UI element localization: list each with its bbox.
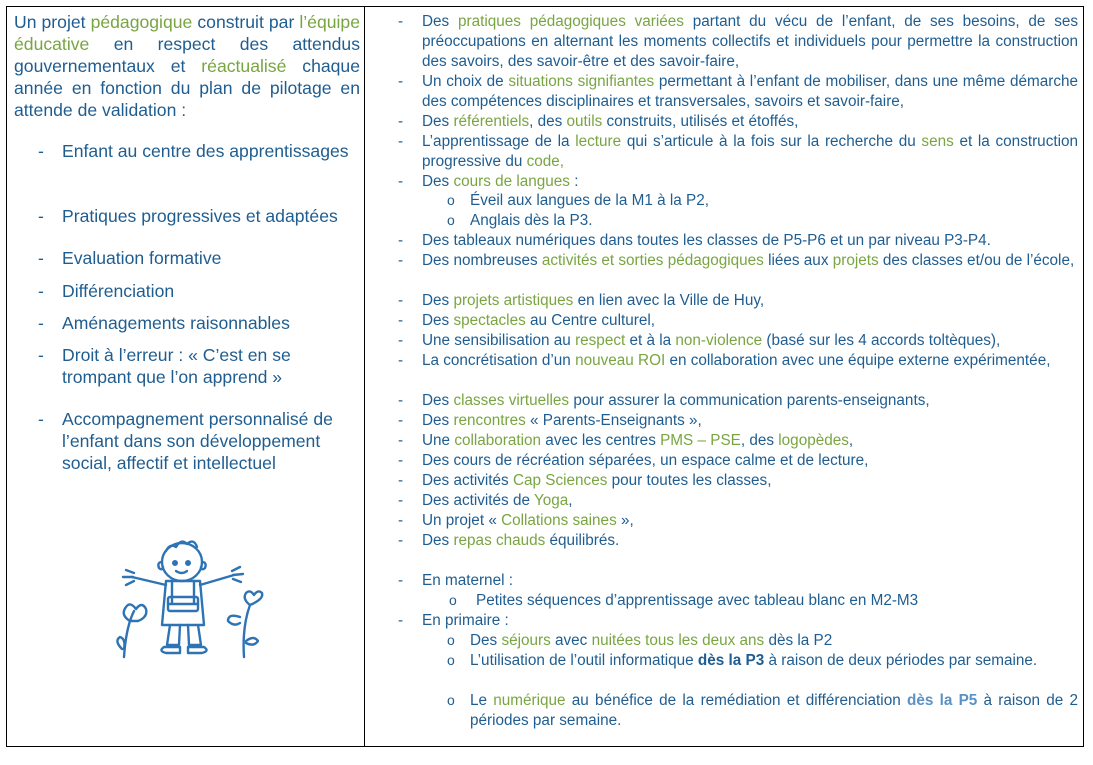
item-highlight: numérique xyxy=(493,692,566,709)
list-item xyxy=(422,251,1078,271)
list-dash: - xyxy=(398,113,404,130)
principle-item: Evaluation formative xyxy=(62,248,222,268)
list-dash: - xyxy=(38,313,44,333)
list-item xyxy=(422,511,1078,531)
item-text: L’apprentissage de la xyxy=(422,133,576,150)
item-text: Un choix de xyxy=(422,73,509,90)
item-highlight: nuitées tous les deux ans xyxy=(591,632,765,649)
item-highlight: lecture xyxy=(575,133,622,150)
item-text: , des xyxy=(740,432,779,449)
sub-bullet: o xyxy=(447,192,455,208)
list-dash: - xyxy=(398,332,404,349)
list-dash: - xyxy=(398,452,404,469)
item-highlight: collaboration xyxy=(454,432,542,449)
column-divider xyxy=(364,6,365,747)
item-text: L’utilisation de l’outil informatique xyxy=(470,652,698,669)
list-item xyxy=(422,411,1078,431)
principle-item: Pratiques progressives et adaptées xyxy=(62,206,338,226)
item-highlight: non-violence xyxy=(675,332,763,349)
item-text: des classes et/ou de l’école, xyxy=(878,252,1075,269)
sub-item xyxy=(470,691,1078,731)
list-dash: - xyxy=(398,572,404,589)
principle-item: Aménagements raisonnables xyxy=(62,313,290,333)
item-text: partant du vécu de l’enfant, de ses besoins, de ses préoccupations en alternant les moments collectifs et individuels pour permettre la construction des savoirs, des savoir-être et des savoir-faire, xyxy=(422,13,1079,70)
section-heading-maternel: En maternel : xyxy=(422,572,513,589)
item-text: permettant à l’enfant de mobiliser, dans une même démarche des compétences disciplinaires et transversales, savoirs et savoir-faire, xyxy=(422,73,1079,110)
item-highlight: Yoga xyxy=(533,492,569,509)
item-text: qui s’articule à la fois sur la recherche du xyxy=(621,133,922,150)
item-highlight: respect xyxy=(575,332,626,349)
item-highlight: Collations saines xyxy=(501,512,617,529)
item-highlight: cours de langues xyxy=(453,173,570,190)
list-dash: - xyxy=(398,352,404,369)
list-dash: - xyxy=(398,292,404,309)
item-text: Des xyxy=(422,312,454,329)
list-dash: - xyxy=(38,141,44,161)
list-item xyxy=(422,431,1078,451)
item-text: , des xyxy=(529,113,567,130)
list-item xyxy=(422,491,1078,511)
item-text: Des nombreuses xyxy=(422,252,542,269)
list-item: Des tableaux numériques dans toutes les classes de P5-P6 et un par niveau P3-P4. xyxy=(422,232,991,249)
section-heading-primaire: En primaire : xyxy=(422,612,509,629)
item-bold: dès la P5 xyxy=(906,692,978,709)
list-item xyxy=(422,132,1078,172)
list-dash: - xyxy=(398,173,404,190)
sub-item xyxy=(470,651,1078,671)
list-item xyxy=(422,172,1078,192)
intro-text: Un projet xyxy=(14,12,91,32)
list-dash: - xyxy=(398,133,404,150)
list-dash: - xyxy=(38,345,44,365)
item-text: : xyxy=(569,173,579,190)
list-dash: - xyxy=(398,392,404,409)
item-text: Des xyxy=(470,632,502,649)
item-text: Des xyxy=(422,13,458,30)
intro-paragraph xyxy=(14,11,360,121)
item-text: et à la xyxy=(625,332,676,349)
item-text: La concrétisation d’un xyxy=(422,352,576,369)
item-bold: dès la P3 xyxy=(697,652,765,669)
item-text: au bénéfice de la remédiation et différenciation xyxy=(565,692,907,709)
intro-text: en respect des attendus gouvernementaux et xyxy=(14,34,360,76)
item-text: et la construction progressive du xyxy=(422,133,1078,170)
item-text: Des xyxy=(422,392,454,409)
list-dash: - xyxy=(398,252,404,269)
list-dash: - xyxy=(398,472,404,489)
item-highlight: référentiels xyxy=(453,113,530,130)
principle-item: Droit à l’erreur : « C’est en se trompant que l’on apprend » xyxy=(62,345,291,387)
item-highlight: projets artistiques xyxy=(453,292,574,309)
item-highlight: rencontres xyxy=(453,412,526,429)
intro-text: construit par xyxy=(192,12,300,32)
list-dash: - xyxy=(398,512,404,529)
sub-bullet: o xyxy=(449,592,457,608)
item-text: Des xyxy=(422,412,454,429)
item-text: en collaboration avec une équipe externe expérimentée, xyxy=(665,352,1051,369)
list-dash: - xyxy=(398,612,404,629)
list-dash: - xyxy=(398,312,404,329)
item-highlight: PMS – PSE xyxy=(660,432,741,449)
intro-highlight: l’équipe éducative xyxy=(14,12,360,54)
list-item xyxy=(422,12,1078,72)
item-text: pour assurer la communication parents-enseignants, xyxy=(569,392,930,409)
sub-bullet: o xyxy=(447,632,455,648)
item-text: », xyxy=(616,512,634,529)
list-item xyxy=(422,391,1078,411)
item-highlight: repas chauds xyxy=(453,532,546,549)
item-text: à raison de deux périodes par semaine. xyxy=(764,652,1038,669)
item-text: , xyxy=(848,432,854,449)
child-drawing-illustration xyxy=(106,537,266,662)
item-text: « Parents-Enseignants », xyxy=(525,412,702,429)
list-item xyxy=(422,471,1078,491)
item-text: à raison de 2 périodes par semaine. xyxy=(470,692,1078,729)
item-text: (basé sur les 4 accords toltèques), xyxy=(762,332,1001,349)
list-dash: - xyxy=(38,281,44,301)
list-item xyxy=(422,351,1078,371)
item-highlight: sens xyxy=(921,133,954,150)
item-highlight: spectacles xyxy=(453,312,526,329)
list-dash: - xyxy=(398,412,404,429)
list-item xyxy=(422,291,1078,311)
item-highlight: Cap Sciences xyxy=(512,472,608,489)
list-dash: - xyxy=(38,248,44,268)
list-dash: - xyxy=(38,409,44,429)
sub-item: Anglais dès la P3. xyxy=(470,212,593,229)
item-text: Des xyxy=(422,292,454,309)
list-item xyxy=(422,112,1078,132)
item-text: Des xyxy=(422,532,454,549)
item-highlight: pratiques pédagogiques variées xyxy=(458,13,684,30)
list-dash: - xyxy=(398,232,404,249)
item-text: Un projet « xyxy=(422,512,502,529)
sub-item xyxy=(470,631,1078,651)
item-text: Des activités xyxy=(422,472,513,489)
list-dash: - xyxy=(398,73,404,90)
item-highlight: classes virtuelles xyxy=(453,392,570,409)
item-text: Une xyxy=(422,432,455,449)
item-text: Des xyxy=(422,173,454,190)
item-highlight: activités et sorties pédagogiques xyxy=(541,252,764,269)
sub-item: Petites séquences d’apprentissage avec tableau blanc en M2-M3 xyxy=(476,592,919,609)
principle-item: Enfant au centre des apprentissages xyxy=(62,141,349,161)
list-dash: - xyxy=(398,13,404,30)
item-text: liées aux xyxy=(763,252,833,269)
item-text: équilibrés. xyxy=(545,532,620,549)
item-highlight: situations signifiantes xyxy=(508,73,655,90)
sub-bullet: o xyxy=(447,652,455,668)
item-text: Des activités de xyxy=(422,492,534,509)
item-highlight: nouveau ROI xyxy=(575,352,666,369)
item-text: Le xyxy=(470,692,494,709)
sub-bullet: o xyxy=(447,212,455,228)
intro-highlight: pédagogique xyxy=(90,12,193,32)
item-highlight: logopèdes xyxy=(778,432,849,449)
sub-item: Éveil aux langues de la M1 à la P2, xyxy=(470,192,709,209)
item-highlight: projets xyxy=(832,252,879,269)
list-item: Des cours de récréation séparées, un espace calme et de lecture, xyxy=(422,452,869,469)
item-text: en lien avec la Ville de Huy, xyxy=(573,292,765,309)
principle-item: Différenciation xyxy=(62,281,175,301)
item-text: Des xyxy=(422,113,454,130)
item-text: avec xyxy=(550,632,592,649)
item-text: avec les centres xyxy=(541,432,661,449)
list-dash: - xyxy=(398,432,404,449)
intro-highlight: réactualisé xyxy=(201,56,287,76)
item-text: pour toutes les classes, xyxy=(607,472,772,489)
list-item xyxy=(422,531,1078,551)
item-highlight: outils xyxy=(566,113,603,130)
list-item xyxy=(422,331,1078,351)
item-text: construits, utilisés et étoffés, xyxy=(602,113,799,130)
principle-item: Accompagnement personnalisé de l’enfant dans son développement social, affectif et intellectuel xyxy=(62,409,333,473)
item-text: au Centre culturel, xyxy=(525,312,655,329)
sub-bullet: o xyxy=(447,692,455,708)
item-highlight: code, xyxy=(526,152,565,170)
list-dash: - xyxy=(398,492,404,509)
item-highlight: séjours xyxy=(501,632,551,649)
list-dash: - xyxy=(38,206,44,226)
item-text: dès la P2 xyxy=(764,632,833,649)
list-dash: - xyxy=(398,532,404,549)
item-text: , xyxy=(568,492,573,509)
item-text: Une sensibilisation au xyxy=(422,332,576,349)
list-item xyxy=(422,311,1078,331)
list-item xyxy=(422,72,1078,112)
intro-text: chaque année en fonction du plan de pilotage en attende de validation : xyxy=(14,56,360,120)
